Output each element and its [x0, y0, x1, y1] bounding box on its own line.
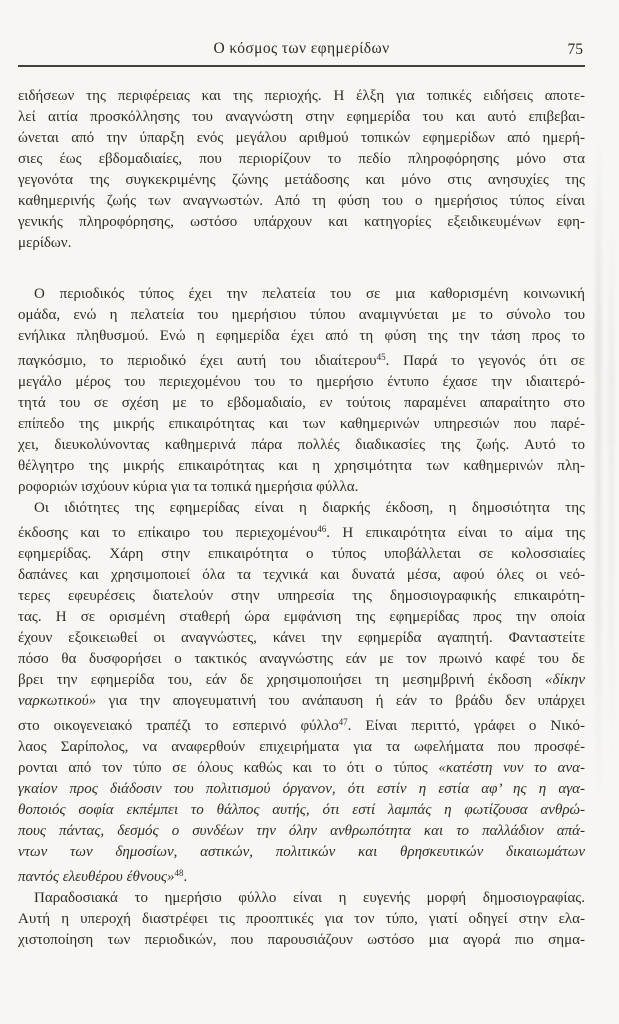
footnote-reference: 47 [338, 717, 348, 727]
text-segment: παντός ελευθέρου έθνους» [18, 869, 175, 885]
text-line [18, 888, 585, 909]
text-segment: «κατέστη νυν το ανα- [438, 760, 585, 776]
text-segment: εφημερίδας. Χάρη στην επικαιρότητα ο τύπος υποβάλλεται σε κολοσσιαίες [18, 546, 585, 562]
text-line [18, 414, 585, 435]
text-segment: θοποιός σοφία εκπέμπει το θάλπος αυτής, ότι εστί λαμπάς η φωτίζουσα ανθρώ- [18, 802, 585, 818]
text-line [18, 347, 585, 372]
running-title: Ο κόσμος των εφημερίδων [213, 40, 390, 57]
footnote-reference: 48 [174, 868, 184, 878]
page-content [18, 40, 585, 951]
text-segment: επίπεδο της μικρής επικαιρότητας και των καθημερινών υπηρεσιών που παρέ- [18, 416, 585, 432]
text-line [18, 779, 585, 800]
text-segment: γεγονότα της συγκεκριμένης ζώνης μετάδοσης και μόνο στις ανησυχίες της [18, 172, 585, 188]
text-segment: Παραδοσιακά το ημερήσιο φύλλο είναι η ευγενής μορφή δημοσιογραφίας. [34, 890, 585, 906]
text-line [18, 107, 585, 128]
text-line [18, 435, 585, 456]
text-segment: λεί αιτία προσκόλλησης του αναγνώστη στην εφημερίδα του και αυτό επιβεβαι- [18, 109, 585, 125]
text-line [18, 170, 585, 191]
page-number: 75 [567, 41, 583, 58]
text-segment: Οι ιδιότητες της εφημερίδας είναι η διαρκής έκδοση, η δημοσιότητα της [34, 500, 585, 516]
text-segment: ντων των δημοσίων, αστικών, πολιτικών και θρησκευτικών δικαιωμάτων [18, 844, 585, 860]
text-line [18, 372, 585, 393]
text-line [18, 842, 585, 863]
text-segment: γκαίον προς διάδοσιν του πολιτισμού όργανον, ότι εστίν η εστία αφ’ ης η αγα- [18, 781, 585, 797]
text-segment: τας. Η σε ορισμένη σταθερή ώρα εμφάνιση της εφημερίδας προς την οποία [18, 609, 585, 625]
text-segment: . Η επικαιρότητα είναι το αίμα της [326, 525, 586, 541]
text-segment: πους πάντας, δεσμός ο συνδέων την όλην ανθρωπότητα και το παλλάδιον απά- [18, 823, 585, 839]
text-segment: . [183, 869, 188, 885]
text-line [18, 477, 585, 498]
text-line [18, 628, 585, 649]
text-segment: ώνεται από την ύπαρξη ενός μεγάλου αριθμού τοπικών εφημερίδων από ημερή- [18, 130, 585, 146]
text-line [18, 519, 585, 544]
text-line [18, 930, 585, 951]
header-rule [18, 65, 585, 67]
text-segment: Ο περιοδικός τύπος έχει την πελατεία του σε μια καθορισμένη κοινωνική [34, 286, 585, 302]
text-line [18, 670, 585, 691]
text-segment: μερίδων. [18, 235, 72, 251]
text-line [18, 649, 585, 670]
paragraph [18, 284, 585, 498]
text-line [18, 86, 585, 107]
text-segment: . Παρά το γεγονός ότι σε [385, 353, 585, 369]
text-line [18, 586, 585, 607]
paragraph [18, 86, 585, 254]
text-line [18, 909, 585, 930]
text-segment: έκδοσης και το επίκαιρο του περιεχομένου [18, 525, 318, 541]
text-segment: ναρκωτικού» [18, 693, 97, 709]
text-line [18, 800, 585, 821]
text-segment: λαος Σαρίπολος, να αναφερθούν επιχειρήματα για τα ωφελήματα που προσφέ- [18, 739, 585, 755]
text-segment: τερες εφευρέσεις διατελούν στην υπηρεσία της δημοσιογραφικής επικαιρότη- [18, 588, 585, 604]
text-segment: βρει την εφημερίδα του, εάν δε χρησιμοποιήσει τη μεσημβρινή έκδοση [18, 672, 546, 688]
text-line [18, 607, 585, 628]
page-header [18, 40, 585, 64]
paragraph [18, 498, 585, 888]
text-segment: . Είναι περιττό, γράφει ο Νικό- [347, 718, 585, 734]
text-line [18, 821, 585, 842]
scan-artifact [596, 130, 601, 820]
text-segment: «δίκην [545, 672, 585, 688]
text-line [18, 284, 585, 305]
text-segment: γενικής πληροφόρησης, ωστόσο υπάρχουν και κατηγορίες εξειδικευμένων εφη- [18, 214, 585, 230]
text-segment: δαπάνες και χρησιμοποιεί όλα τα τεχνικά και δυνατά μέσα, αφού όλες οι νεό- [18, 567, 585, 583]
text-line [18, 691, 585, 712]
text-segment: ροφοριών ισχύουν κύρια για τα τοπικά ημερήσια φύλλα. [18, 479, 359, 495]
text-segment: ρονται από τον τύπο σε όλους καθώς και το ότι ο τύπος [18, 760, 439, 776]
text-segment: Αυτή η υπεροχή διαστρέφει τις προοπτικές για τον τύπο, γιατί οδηγεί στην ελα- [18, 911, 585, 927]
text-segment: θέλγητρο της μικρής επικαιρότητας και η χρησιμότητα των καθημερινών πλη- [18, 458, 585, 474]
footnote-reference: 46 [317, 524, 327, 534]
text-line [18, 212, 585, 233]
text-segment: στο οικογενειακό τραπέζι το εσπερινό φύλλο [18, 718, 339, 734]
text-segment: τητά του σε σχέση με το εβδομαδιαίο, εν τούτοις παραμένει απαραίτητο στο [18, 395, 585, 411]
text-segment: μεγάλο μέρος του περιεχομένου του το ημερήσιο έντυπο έχασε την ιδιαιτερό- [18, 374, 585, 390]
text-segment: χιστοποίηση των περιοδικών, που παρουσιάζουν ωστόσο μια αγορά πιο σημα- [18, 932, 585, 948]
paragraph [18, 888, 585, 951]
text-line [18, 712, 585, 737]
text-line [18, 393, 585, 414]
text-line [18, 498, 585, 519]
text-segment: ομάδα, ενώ η πελατεία του ημερήσιου τύπου αναμιγνύεται με το σύνολο του [18, 307, 585, 323]
text-segment: ενήλικα πληθυσμού. Ενώ η εφημερίδα έχει από τη φύση της την τάση προς το [18, 328, 585, 344]
text-segment: ειδήσεων της περιφέρειας και της περιοχής. Η έλξη για τοπικές ειδήσεις αποτε- [18, 88, 585, 104]
text-line [18, 128, 585, 149]
text-line [18, 305, 585, 326]
text-segment: έχουν εξοικειωθεί οι αναγνώστες, κάνει την εφημερίδα αγαπητή. Φανταστείτε [18, 630, 585, 646]
text-line [18, 326, 585, 347]
text-line [18, 149, 585, 170]
text-segment: πόσο θα δυσφορήσει ο τακτικός αναγνώστης εάν με τον πρωινό καφέ του δε [18, 651, 585, 667]
text-line [18, 456, 585, 477]
text-line [18, 233, 585, 254]
scan-artifact [609, 210, 614, 770]
page-body [18, 86, 585, 951]
text-line [18, 863, 585, 888]
text-segment: καθημερινής ζωής των αναγνωστών. Από τη φύση του ο ημερήσιος τύπος είναι [18, 193, 585, 209]
text-line [18, 544, 585, 565]
text-segment: για την απογευματινή του ανάπαυση ή εάν το βράδυ δεν υπάρχει [96, 693, 585, 709]
text-segment: σιες έως εβδομαδιαίες, που περιορίζουν το πεδίο πληροφόρησης μόνο στα [18, 151, 585, 167]
text-line [18, 191, 585, 212]
text-segment: χει, διευκολύνοντας καθημερινά πάρα πολλές διαδικασίες της ζωής. Αυτό το [18, 437, 585, 453]
footnote-reference: 45 [376, 352, 386, 362]
text-line [18, 758, 585, 779]
text-segment: παγκόσμιο, το περιοδικό έχει αυτή του ιδιαίτερου [18, 353, 377, 369]
text-line [18, 737, 585, 758]
text-line [18, 565, 585, 586]
